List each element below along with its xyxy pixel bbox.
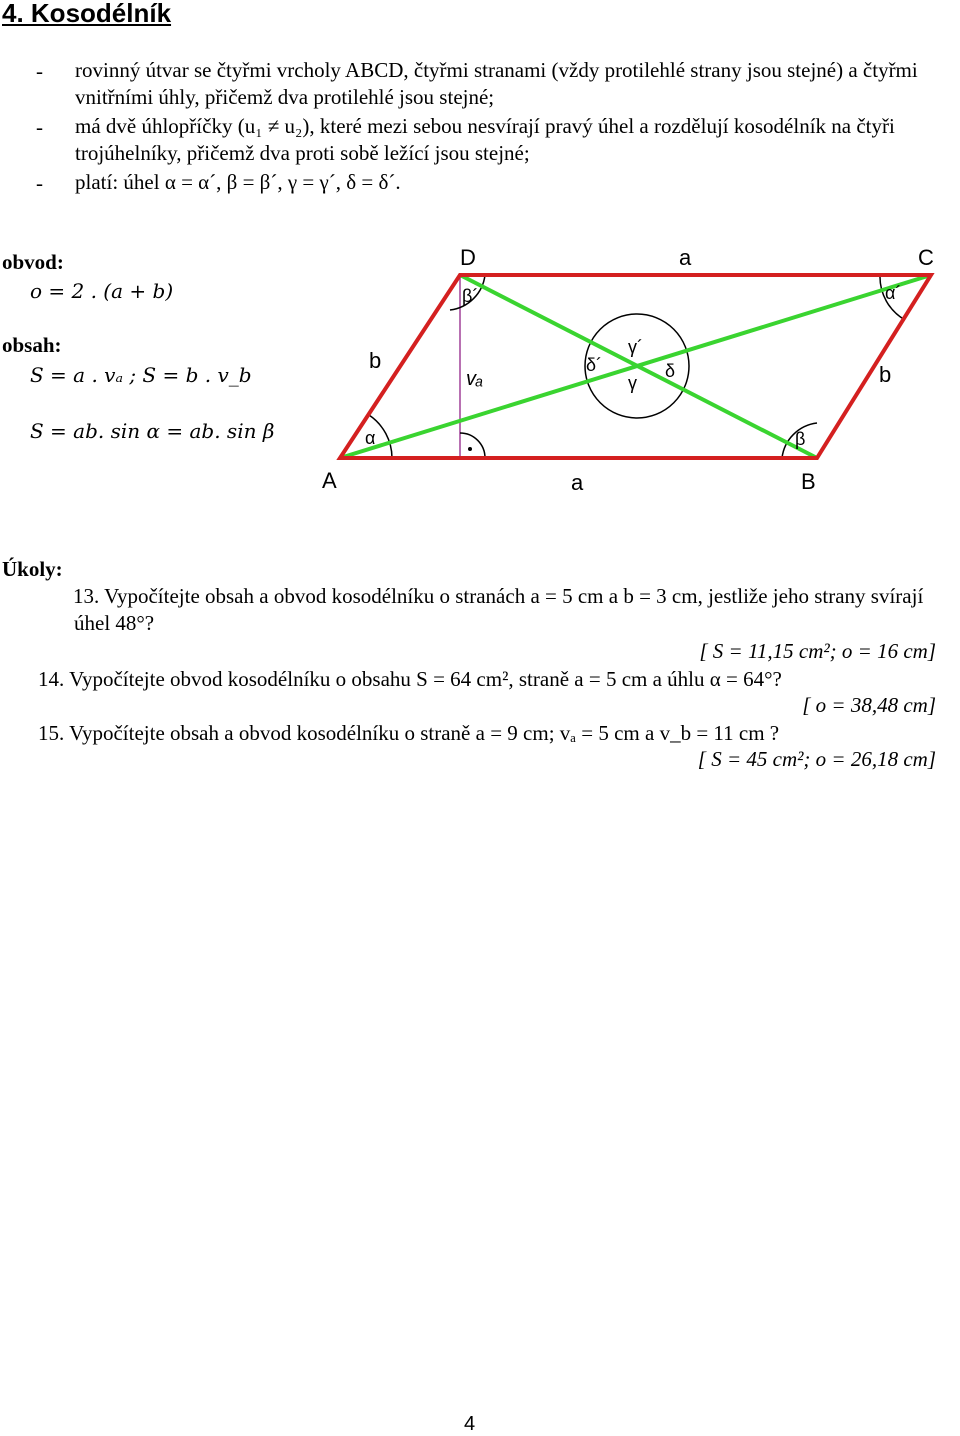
height-label: vₐ	[466, 368, 484, 390]
area-formula-2: S = ab. sin α = ab. sin β	[30, 419, 275, 443]
bullet-text: rovinný útvar se čtyřmi vrcholy ABCD, čtyřmi stranami (vždy protilehlé strany jsou stejné) a čtyřmi vnitřními úhly, přičemž dva protilehlé jsou stejné;	[75, 58, 918, 109]
perimeter-label: obvod:	[2, 250, 64, 274]
side-a-top-label: a	[679, 245, 692, 270]
bullet-dash: -	[36, 115, 43, 139]
angle-alpha-label: α	[365, 428, 376, 448]
vertex-d-label: D	[460, 245, 476, 270]
task-13-answer: [ S = 11,15 cm²; o = 16 cm]	[699, 639, 936, 663]
angle-gamma-prime-label: γ´	[628, 337, 643, 357]
task-15-answer: [ S = 45 cm²; o = 26,18 cm]	[697, 747, 936, 771]
bullet-dash: -	[36, 59, 43, 83]
tasks-label: Úkoly:	[2, 557, 63, 581]
bullet-text: platí: úhel α = α´, β = β´, γ = γ´, δ = δ´.	[75, 170, 401, 194]
task-15-text: 15. Vypočítejte obsah a obvod kosodélníku o straně a = 9 cm; vₐ = 5 cm a v_b = 11 cm ?	[38, 721, 780, 745]
area-formula-1: S = a . vₐ ; S = b . v_b	[30, 363, 252, 387]
task-14-text: 14. Vypočítejte obvod kosodélníku o obsahu S = 64 cm², straně a = 5 cm a úhlu α = 64°?	[38, 667, 782, 691]
side-b-left-label: b	[369, 348, 382, 373]
right-angle-dot	[468, 447, 472, 451]
angle-gamma-label: γ	[628, 373, 637, 393]
diagonal-bd	[460, 275, 817, 458]
perimeter-formula: o = 2 . (a + b)	[30, 279, 174, 303]
angle-alpha-prime-label: α´	[885, 283, 902, 303]
bullet-text: má dvě úhlopříčky (u₁ ≠ u₂), které mezi sebou nesvírají pravý úhel a rozdělují kosodélník na čtyři trojúhelníky, přičemž dva proti sobě ležící jsou stejné;	[75, 114, 895, 165]
task-13-text: 13. Vypočítejte obsah a obvod kosodélníku o stranách a = 5 cm a b = 3 cm, jestliže jeho strany svírají úhel 48°?	[73, 584, 924, 635]
vertex-c-label: C	[918, 245, 934, 270]
angle-beta-prime-label: β´	[462, 286, 479, 306]
bullet-dash: -	[36, 171, 43, 195]
vertex-a-label: A	[322, 468, 337, 493]
angle-beta-label: β	[795, 429, 806, 449]
parallelogram-figure	[0, 0, 960, 520]
angle-delta-prime-label: δ´	[586, 355, 603, 375]
page-title: 4. Kosodélník	[2, 0, 172, 28]
side-a-bottom-label: a	[571, 470, 584, 495]
side-b-right-label: b	[879, 362, 892, 387]
area-label: obsah:	[2, 333, 62, 357]
right-angle-arc	[460, 433, 485, 458]
vertex-b-label: B	[801, 469, 816, 494]
angle-delta-label: δ	[665, 361, 676, 381]
task-14-answer: [ o = 38,48 cm]	[802, 693, 936, 717]
page-number: 4	[464, 1413, 476, 1435]
